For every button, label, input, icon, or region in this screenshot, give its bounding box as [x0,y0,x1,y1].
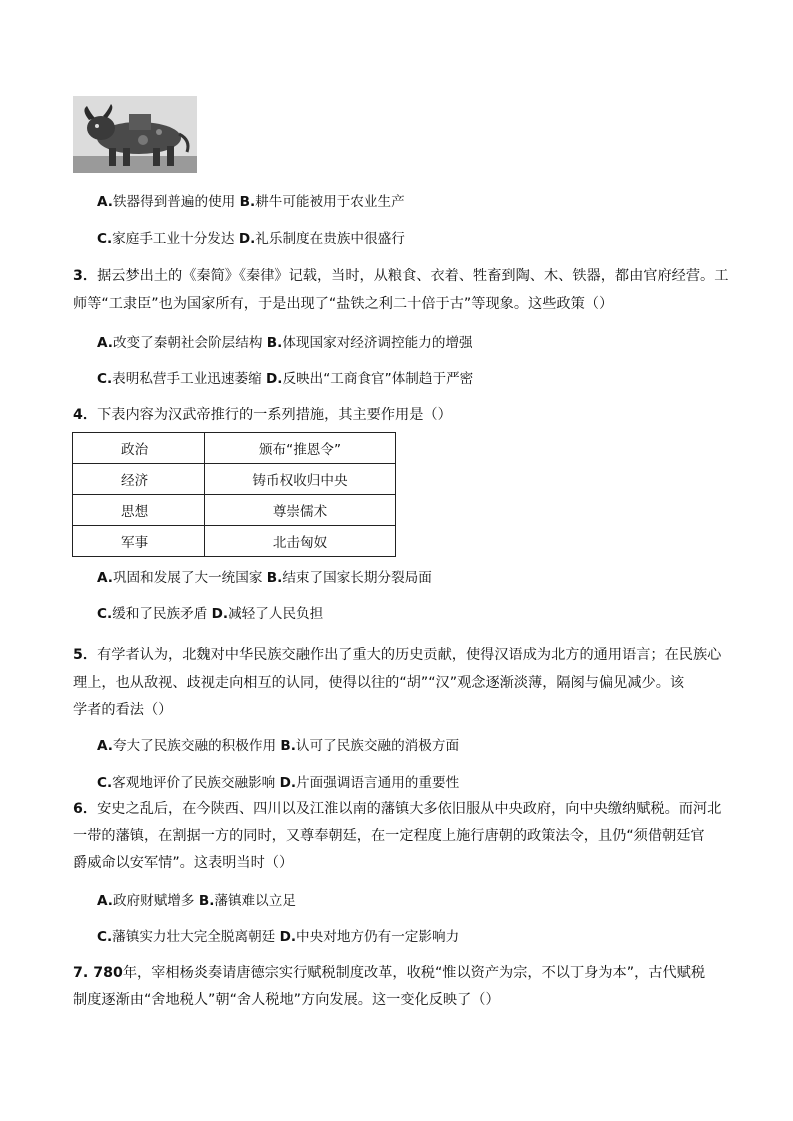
q3-option-d-label: D. [266,371,283,387]
q2-option-a-label: A. [97,194,113,210]
q6-stem-line-3 [73,853,293,873]
q2-option-b-text[interactable]: 耕牛可能被用于农业生产 [255,194,405,210]
q4-option-d-label: D. [211,606,229,622]
ox-bronze-statue-icon [73,96,197,173]
table-cell-category: 思想 [73,495,205,526]
table-cell-measure: 铸币权收归中央 [205,464,396,495]
q5-stem-line-2 [73,673,684,693]
q7-line-1: 年，宰相杨炎奏请唐德宗实行赋税制度改革，收税“惟以资产为宗，不以丁身为本”，古代赋税 [122,965,706,981]
q5-stem-line-1 [73,645,721,665]
q4-options-row-1 [97,568,432,588]
q6-stem-line-1 [73,799,721,819]
q2-option-d-text[interactable]: 礼乐制度在贵族中很盛行 [255,231,405,247]
q3-line-1: 据云梦出土的《秦简》《秦律》记载，当时，从粮食、衣着、牲畜到陶、木、铁器，都由官府经营。工 [97,268,729,284]
q4-option-c-text[interactable]: 缓和了民族矛盾 [112,606,208,622]
q5-option-d-label: D. [279,775,297,791]
q2-options-row-1 [97,192,405,212]
table-row [73,464,396,495]
q3-option-d-text[interactable]: 反映出“工商食官”体制趋于严密 [282,371,474,387]
q2-options-row-2 [97,229,405,249]
q5-option-a-label: A. [97,738,113,754]
q4-number: 4． [73,407,98,423]
q5-option-b-text[interactable]: 认可了民族交融的消极方面 [295,738,460,754]
q3-line-2: 师等“工隶臣”也为国家所有，于是出现了“盐铁之利二十倍于古”等现象。这些政策（） [73,296,614,312]
q6-options-row-1 [97,891,296,911]
q5-option-c-text[interactable]: 客观地评价了民族交融影响 [112,775,276,791]
table-cell-measure: 尊崇儒术 [205,495,396,526]
q3-option-b-text[interactable]: 体现国家对经济调控能力的增强 [282,335,473,351]
q4-option-d-text[interactable]: 减轻了人民负担 [228,606,324,622]
q6-option-c-label: C. [97,929,113,945]
q5-options-row-2 [97,773,459,793]
q3-stem-line-2 [73,294,613,314]
table-cell-category: 经济 [73,464,205,495]
q6-line-1: 安史之乱后，在今陕西、四川以及江淮以南的藩镇大多依旧服从中央政府，向中央缴纳赋税。而河北 [97,801,722,817]
q4-line-1: 下表内容为汉武帝推行的一系列措施，其主要作用是（） [97,407,452,423]
q5-option-c-label: C. [97,775,113,791]
q5-option-b-label: B. [280,738,296,754]
q3-stem-line-1 [73,266,728,286]
q6-option-a-label: A. [97,893,113,909]
table-row [73,495,396,526]
q6-option-a-text[interactable]: 政府财赋增多 [112,893,195,909]
q5-number: 5． [73,647,98,663]
q4-option-a-text[interactable]: 巩固和发展了大一统国家 [112,570,263,586]
q6-line-2: 一带的藩镇，在割据一方的同时，又尊奉朝廷，在一定程度上施行唐朝的政策法令，且仍“须借朝廷官 [73,828,705,844]
q5-line-3: 学者的看法（） [73,702,173,718]
q4-stem-line-1 [73,405,452,425]
q2-option-b-label: B. [239,194,256,210]
q2-option-c-text[interactable]: 家庭手工业十分发达 [112,231,235,247]
q6-number: 6． [73,801,98,817]
q7-stem-line-1 [73,963,705,983]
q5-option-a-text[interactable]: 夸大了民族交融的积极作用 [112,738,277,754]
q4-options-row-2 [97,604,323,624]
q6-option-d-label: D. [279,929,297,945]
q3-option-c-text[interactable]: 表明私营手工业迅速萎缩 [112,371,262,387]
q6-line-3: 爵威命以安军情”。这表明当时（） [73,855,294,871]
q3-option-c-label: C. [97,371,113,387]
q3-number: 3． [73,268,98,284]
q3-options-row-1 [97,333,473,353]
q2-option-d-label: D. [238,231,256,247]
q2-option-c-label: C. [97,231,113,247]
table-cell-category: 政治 [73,433,205,464]
q6-option-c-text[interactable]: 藩镇实力壮大完全脱离朝廷 [112,929,276,945]
q7-stem-line-2 [73,990,500,1010]
q6-stem-line-2 [73,826,705,846]
q5-stem-line-3 [73,700,172,720]
q6-option-d-text[interactable]: 中央对地方仍有一定影响力 [296,929,460,945]
measures-table [72,432,396,557]
table-row [73,433,396,464]
q2-option-a-text[interactable]: 铁器得到普遍的使用 [112,194,236,210]
q5-options-row-1 [97,736,459,756]
q6-option-b-text[interactable]: 藩镇难以立足 [214,893,296,909]
q3-options-row-2 [97,369,473,389]
q7-number: 7. 780 [73,965,123,981]
q6-options-row-2 [97,927,459,947]
ox-statue-image [73,96,197,173]
q3-option-a-label: A. [97,335,113,351]
q7-line-2: 制度逐渐由“舍地税人”朝“舍人税地”方向发展。这一变化反映了（） [73,992,500,1008]
q5-line-1: 有学者认为，北魏对中华民族交融作出了重大的历史贡献，使得汉语成为北方的通用语言；在民族心 [97,647,722,663]
q3-option-a-text[interactable]: 改变了秦朝社会阶层结构 [112,335,263,351]
q5-line-2: 理上，也从敌视、歧视走向相互的认同，使得以往的“胡”“汉”观念逐渐淡薄，隔阂与偏见减少。该 [73,675,685,691]
table-cell-measure: 颁布“推恩令” [205,433,396,464]
q4-option-a-label: A. [97,570,113,586]
table-cell-measure: 北击匈奴 [205,526,396,557]
q3-option-b-label: B. [266,335,283,351]
table-cell-category: 军事 [73,526,205,557]
table-row [73,526,396,557]
q5-option-d-text[interactable]: 片面强调语言通用的重要性 [296,775,460,791]
q4-option-b-label: B. [266,570,283,586]
q4-option-c-label: C. [97,606,113,622]
q6-option-b-label: B. [198,893,215,909]
q4-option-b-text[interactable]: 结束了国家长期分裂局面 [282,570,432,586]
